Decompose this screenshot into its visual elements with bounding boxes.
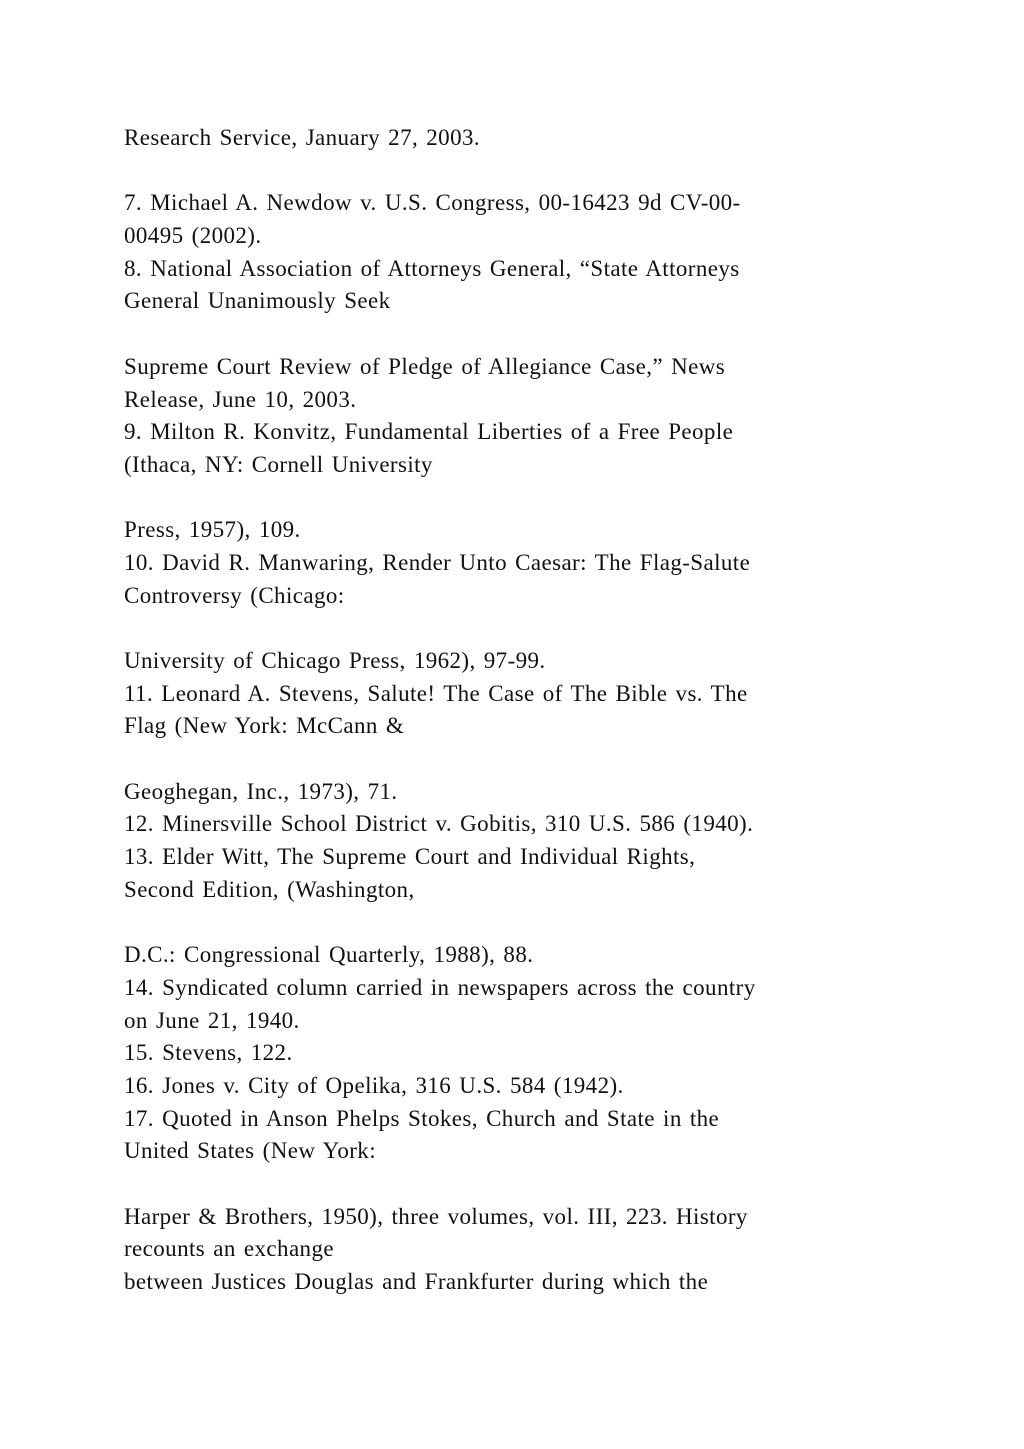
text-line: 16. Jones v. City of Opelika, 316 U.S. 584 (1942). [124,1072,624,1098]
text-line: 12. Minersville School District v. Gobitis, 310 U.S. 586 (1940). [124,811,754,837]
text-line: Geoghegan, Inc., 1973), 71. [124,778,398,804]
blank-line [124,155,924,188]
text-line: 7. Michael A. Newdow v. U.S. Congress, 00-16423 9d CV-00- [124,190,741,216]
text-line: 9. Milton R. Konvitz, Fundamental Liberties of a Free People [124,419,734,445]
text-line: 8. National Association of Attorneys General, “State Attorneys [124,255,740,281]
text-line: 15. Stevens, 122. [124,1040,293,1066]
blank-line [124,743,924,776]
text-line: Controversy (Chicago: [124,582,345,608]
text-line: United States (New York: [124,1138,376,1164]
text-line: Harper & Brothers, 1950), three volumes, vol. III, 223. History [124,1203,748,1229]
text-line: between Justices Douglas and Frankfurter during which the [124,1269,709,1295]
text-line: Press, 1957), 109. [124,517,301,543]
text-line: D.C.: Congressional Quarterly, 1988), 88. [124,942,534,968]
text-line: General Unanimously Seek [124,288,391,314]
text-line: 14. Syndicated column carried in newspapers across the country [124,974,756,1000]
text-line: Second Edition, (Washington, [124,876,415,902]
text-line: 13. Elder Witt, The Supreme Court and Individual Rights, [124,844,696,870]
text-line: (Ithaca, NY: Cornell University [124,451,433,477]
blank-line [124,612,924,645]
text-line: 10. David R. Manwaring, Render Unto Caesar: The Flag-Salute [124,549,751,575]
text-line: Research Service, January 27, 2003. [124,125,481,150]
text-line: 00495 (2002). [124,223,262,249]
text-line: Release, June 10, 2003. [124,386,357,412]
text-line: on June 21, 1940. [124,1007,300,1033]
text-line: University of Chicago Press, 1962), 97-99. [124,648,546,673]
blank-line [124,482,924,515]
blank-line [124,318,924,351]
text-line: 11. Leonard A. Stevens, Salute! The Case of The Bible vs. The [124,680,748,706]
text-line: 17. Quoted in Anson Phelps Stokes, Church and State in the [124,1105,720,1131]
text-line: Supreme Court Review of Pledge of Allegiance Case,” News [124,353,726,379]
endnotes-text [124,122,924,1299]
text-line: Flag (New York: McCann & [124,713,405,739]
blank-line [124,907,924,940]
text-line: recounts an exchange [124,1236,334,1262]
blank-line [124,1168,924,1201]
